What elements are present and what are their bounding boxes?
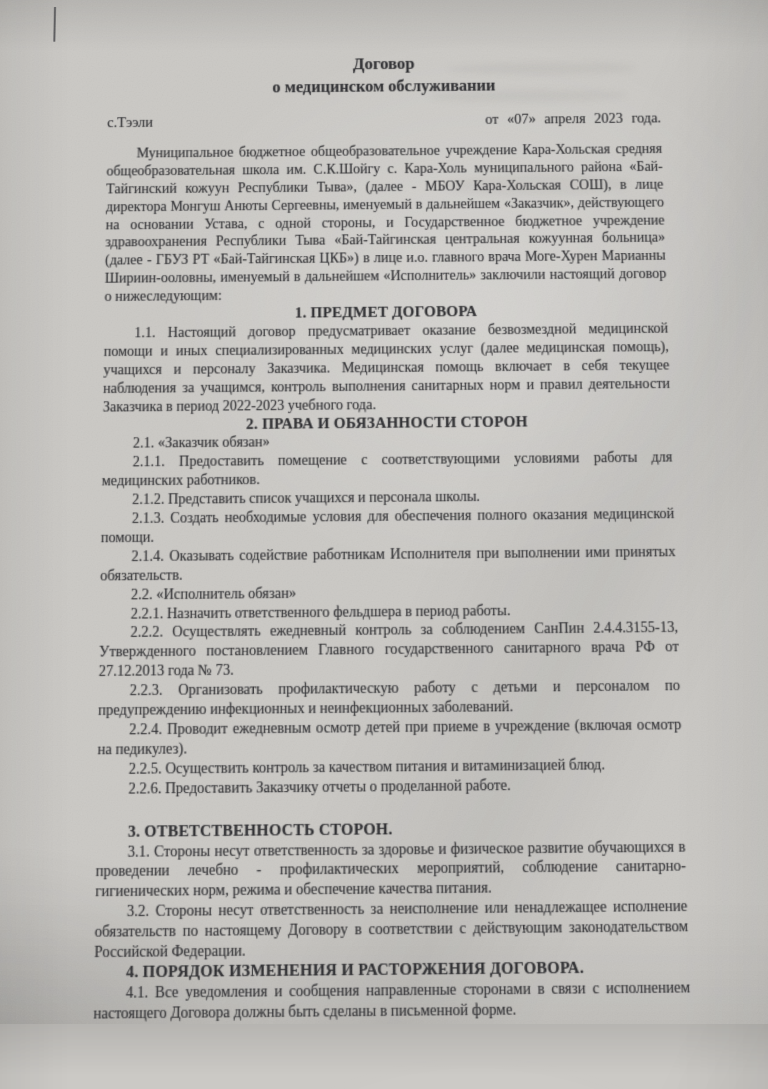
preamble-paragraph: Муниципальное бюджетное общеобразовательное учреждение Кара-Хольская средняя общеобразовательная школа им. С.К.Шойгу с. Кара-Холь муниципального района «Бай-Тайгинский кожуун Республики Тыва», (далее - МБОУ Кара-Хольская СОШ), в лице директора Монгуш Анюты Сергеевны, именуемый в дальнейшем «Заказчик», действующего на основании Устава, с одной стороны, и Государственное бюджетное учреждение здравоохранения Республики Тыва «Бай-Тайгинская центральная кожуунная больница» (далее - ГБУЗ РТ «Бай-Тайгинская ЦКБ») в лице и.о. главного врача Моге-Хурен Марианны Шириин-ооловны, именуемый в дальнейшем «Исполнитель» заключили настоящий договор о нижеследующим: bbox=[104, 141, 667, 306]
document-subtitle: о медицинском обслуживании bbox=[272, 75, 496, 97]
document-title-block bbox=[108, 50, 661, 100]
place-date-row bbox=[107, 111, 661, 133]
pen-scan-mark bbox=[53, 7, 56, 42]
contract-paragraph: 2.1.3. Создать необходимые условия для обеспечения полного оказания медицинской помощи. bbox=[100, 506, 675, 547]
contract-paragraph: 1.1. Настоящий договор предусматривает оказание безвозмездной медицинской помощи и иных специализированных медицинских услуг (далее медицинская помощь), учащихся и персоналу Заказчика. Медицинская помощь включает в себя текущее наблюдения за учащимся, контроль выполнения санитарных норм и правил деятельности Заказчика в период 2022-2023 учебного года. bbox=[102, 321, 671, 416]
contract-paragraph: 2.2.2. Осуществлять ежедневный контроль за соблюдением СанПин 2.4.4.3155-13, Утвержденного постановлением Главного государственного санитарного врача РФ от 27.12.2013 года № 73. bbox=[98, 620, 680, 681]
contract-paragraph: 2.1. «Заказчик обязан» bbox=[132, 435, 270, 453]
contract-section bbox=[97, 412, 684, 800]
date-label: от «07» апреля 2023 года. bbox=[485, 110, 662, 128]
sections bbox=[93, 302, 691, 1025]
preamble-block bbox=[104, 141, 667, 307]
contract-section bbox=[94, 818, 689, 964]
contract-paragraph: 2.1.4. Оказывать содействие работникам Исполнителя при выполнении ими принятых обязательств. bbox=[100, 544, 676, 585]
contract-section bbox=[103, 302, 671, 417]
contract-paragraph: 4.1. Все уведомления и сообщения направленные сторонами в связи с исполнением настоящего Договора должны быть сделаны в письменной форме. bbox=[93, 979, 691, 1023]
document-page bbox=[0, 1, 768, 1089]
contract-text-block bbox=[93, 2, 691, 1025]
contract-paragraph: 3.1. Стороны несут ответственность за здоровье и физическое развитие обучающихся в проведении лечебно - профилактических мероприятий, соблюдение санитарно- гигиенических норм, режима и обеспечение качества питания. bbox=[95, 838, 687, 902]
contract-paragraph: 2.2.3. Организовать профилактическую работу с детьми и персоналом по предупреждению инфекционных и неинфекционных заболеваний. bbox=[97, 678, 681, 720]
place-label: с.Тээли bbox=[107, 114, 154, 132]
section-heading: 3. ОТВЕТСТВЕННОСТЬ СТОРОН. bbox=[127, 820, 393, 841]
document-title: Договор bbox=[352, 54, 415, 74]
section-heading: 4. ПОРЯДОК ИЗМЕНЕНИЯ И РАСТОРЖЕНИЯ ДОГОВОРА. bbox=[125, 959, 585, 982]
contract-paragraph: 2.1.1. Предоставить помещение с соответствующими условиями работы для медицинских работников. bbox=[101, 450, 673, 490]
contract-section bbox=[93, 958, 691, 1025]
section-heading: 1. ПРЕДМЕТ ДОГОВОРА bbox=[294, 303, 478, 322]
contract-paragraph: 2.2.4. Проводит ежедневным осмотр детей при приеме в учреждение (включая осмотр на педикулез). bbox=[97, 717, 682, 759]
contract-paragraph: 2.2.5. Осуществить контроль за качеством питания и витаминизацией блюд. bbox=[128, 757, 606, 778]
contract-paragraph: 2.2.1. Назначить ответственного фельдшера в период работы. bbox=[130, 602, 511, 623]
section-heading: 2. ПРАВА И ОБЯЗАННОСТИ СТОРОН bbox=[246, 413, 528, 433]
contract-paragraph: 2.1.2. Представить список учащихся и персонала школы. bbox=[132, 489, 481, 509]
contract-paragraph: 2.2.6. Предоставить Заказчику отчеты о проделанной работе. bbox=[128, 777, 511, 798]
contract-paragraph: 2.2. «Исполнитель обязан» bbox=[130, 585, 297, 604]
contract-paragraph: 3.2. Стороны несут ответственность за неисполнение или ненадлежащее исполнение обязательств по настоящему Договору в соответствии с действующим законодательством Российской Федерации. bbox=[94, 898, 689, 962]
